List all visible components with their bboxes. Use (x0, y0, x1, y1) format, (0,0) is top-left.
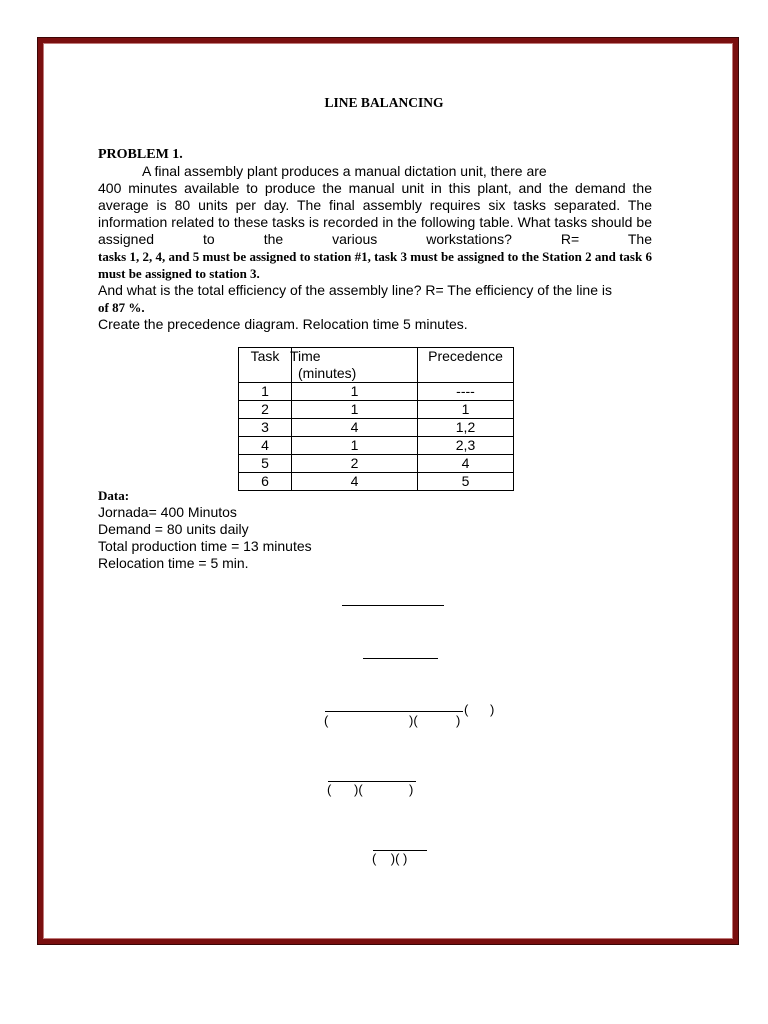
formula-4-right: ) (409, 782, 414, 797)
cell-task: 1 (239, 383, 292, 401)
cell-time: 4 (292, 419, 418, 437)
data-section (98, 487, 312, 572)
cell-task: 2 (239, 401, 292, 419)
cell-time: 1 (292, 437, 418, 455)
efficiency-answer: of 87 %. (98, 300, 145, 315)
formula-4-left: ( (327, 782, 332, 797)
table-header-row (239, 348, 514, 383)
cell-precedence: 5 (418, 473, 514, 491)
table-row (239, 419, 514, 437)
formula-4-fraction-line (328, 781, 416, 782)
cell-task: 6 (239, 473, 292, 491)
task-table (238, 347, 514, 491)
cell-precedence: 4 (418, 455, 514, 473)
formula-4-mid: )( (354, 782, 363, 797)
table-row (239, 455, 514, 473)
formula-1-blank-line (342, 605, 444, 606)
formula-3-bottom-mid: )( (409, 713, 418, 728)
cell-precedence: 2,3 (418, 437, 514, 455)
cell-precedence: 1 (418, 401, 514, 419)
cell-precedence: ---- (418, 383, 514, 401)
formula-3-paren-right: ( ) (464, 702, 495, 717)
table-row (239, 401, 514, 419)
cell-task: 5 (239, 455, 292, 473)
cell-time: 2 (292, 455, 418, 473)
problem-heading: PROBLEM 1. (98, 147, 183, 162)
cell-time: 1 (292, 383, 418, 401)
problem-paragraph-line1: A final assembly plant produces a manual dictation unit, there are (142, 163, 547, 179)
header-time (292, 348, 418, 383)
table-row (239, 437, 514, 455)
cell-task: 3 (239, 419, 292, 437)
formula-3-bottom-left: ( (324, 713, 329, 728)
cell-precedence: 1,2 (418, 419, 514, 437)
data-line-demand: Demand = 80 units daily (98, 521, 249, 537)
cell-time: 1 (292, 401, 418, 419)
cell-task: 4 (239, 437, 292, 455)
table-row (239, 383, 514, 401)
precedence-instruction: Create the precedence diagram. Relocation time 5 minutes. (98, 316, 468, 332)
data-heading: Data: (98, 488, 130, 503)
header-time-line1: Time (290, 348, 321, 364)
document-title: LINE BALANCING (324, 95, 444, 110)
data-line-production-time: Total production time = 13 minutes (98, 538, 312, 554)
data-line-jornada: Jornada= 400 Minutos (98, 504, 237, 520)
problem-section (98, 146, 652, 333)
formula-5-text: ( )( ) (372, 851, 408, 866)
answer-stations: tasks 1, 2, 4, and 5 must be assigned to station #1, task 3 must be assigned to the Station 2 and task 6 must be assigned to station 3. (98, 249, 652, 281)
formula-2-blank-line (363, 658, 438, 659)
header-time-line2: (minutes) (298, 365, 357, 381)
data-line-relocation: Relocation time = 5 min. (98, 555, 249, 571)
cell-time: 4 (292, 473, 418, 491)
header-precedence: Precedence (418, 348, 514, 383)
problem-paragraph-rest: 400 minutes available to produce the manual unit in this plant, and the demand the average is 80 units per day. The final assembly requires six tasks separated. The information related to these tasks is recorded in the following table. What tasks should be assigned to the various workstations? R= The (98, 180, 652, 247)
formula-3-bottom-right: ) (456, 713, 461, 728)
efficiency-question: And what is the total efficiency of the assembly line? R= The efficiency of the line is (98, 282, 613, 298)
formula-3-fraction-line (325, 711, 463, 712)
header-task: Task (239, 348, 292, 383)
